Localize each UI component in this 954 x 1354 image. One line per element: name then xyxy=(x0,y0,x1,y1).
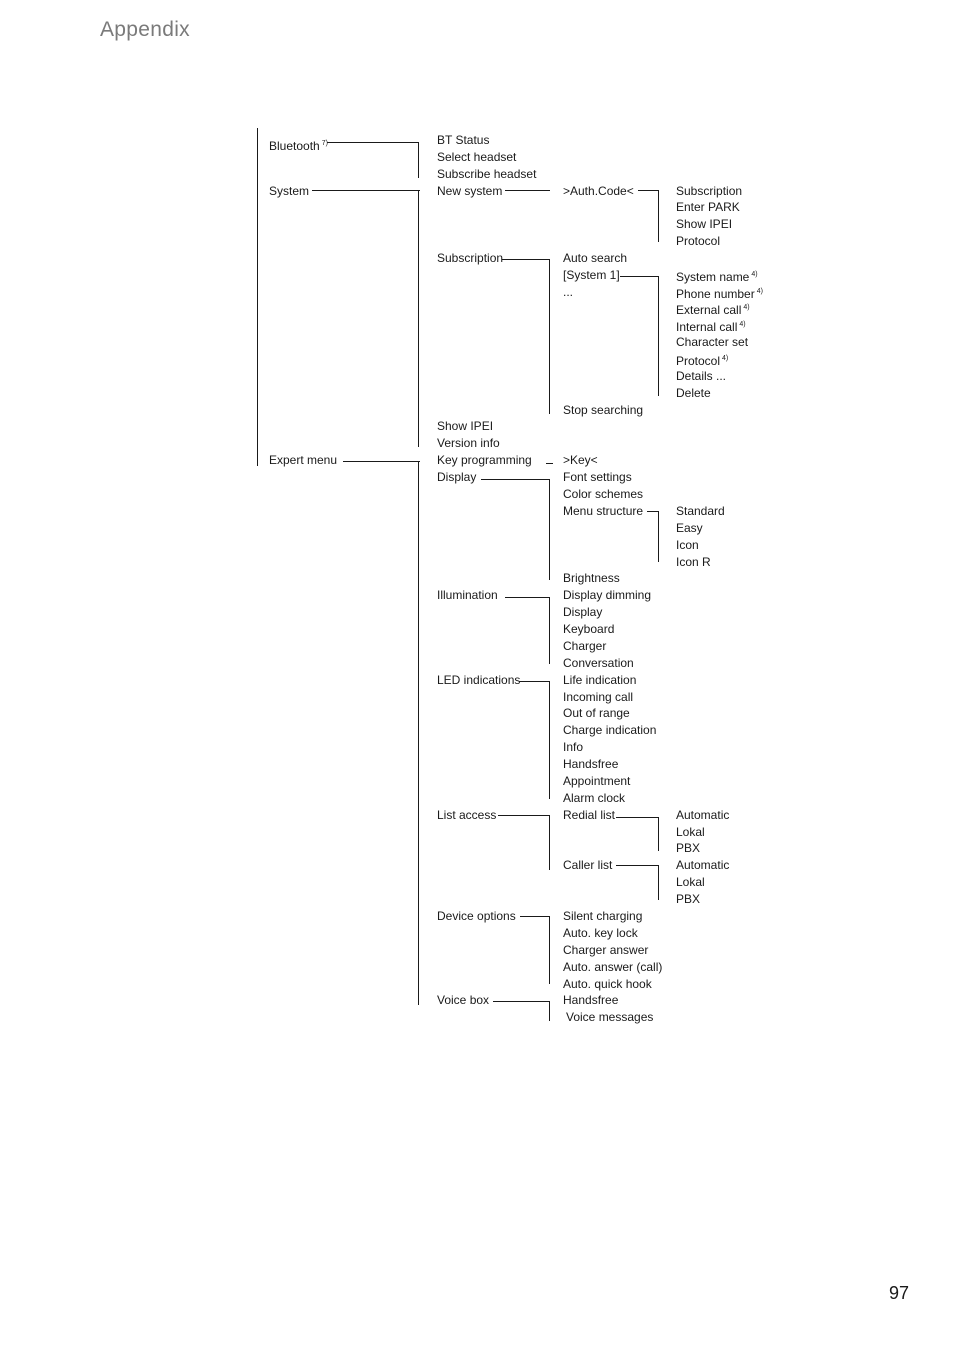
menu-item xyxy=(676,301,750,317)
menu-item: Protocol xyxy=(676,234,721,248)
tree-line xyxy=(549,259,550,414)
menu-item: Standard xyxy=(676,504,725,518)
menu-item: Display dimming xyxy=(563,588,652,602)
tree-line xyxy=(549,916,550,984)
menu-item-menu-structure: Menu structure xyxy=(563,504,644,518)
footnote-marker: 4) xyxy=(739,321,746,328)
menu-item: Charger xyxy=(563,639,607,653)
page-number: 97 xyxy=(889,1283,910,1303)
menu-item: Appointment xyxy=(563,774,631,788)
menu-item: PBX xyxy=(676,841,701,855)
menu-item: Keyboard xyxy=(563,622,615,636)
menu-item-stop-searching: Stop searching xyxy=(563,403,644,417)
tree-line xyxy=(343,461,420,462)
menu-item: Info xyxy=(563,740,584,754)
tree-line xyxy=(481,479,550,480)
footnote-marker: 4) xyxy=(751,271,758,278)
menu-item: Icon xyxy=(676,538,699,552)
tree-line xyxy=(658,276,659,396)
menu-item-label: Internal call xyxy=(676,320,738,334)
tree-line xyxy=(418,190,419,447)
menu-item: Handsfree xyxy=(563,757,619,771)
menu-item-label: Delete xyxy=(676,386,711,400)
menu-item: Charge indication xyxy=(563,723,657,737)
menu-item: Show IPEI xyxy=(676,217,733,231)
footnote-marker: 4) xyxy=(722,355,729,362)
menu-item xyxy=(676,335,748,349)
menu-item-illumination: Illumination xyxy=(437,588,498,602)
menu-item-label: Character set xyxy=(676,335,749,349)
menu-item: Brightness xyxy=(563,571,620,585)
menu-item-auto-search: Auto search xyxy=(563,251,628,265)
menu-item xyxy=(676,352,728,368)
tree-line xyxy=(418,142,419,178)
tree-line xyxy=(638,190,659,191)
menu-item-system: System xyxy=(269,184,310,198)
menu-item: Font settings xyxy=(563,470,632,484)
menu-item: Auto. key lock xyxy=(563,926,638,940)
menu-item: Automatic xyxy=(676,858,730,872)
tree-line xyxy=(549,1001,550,1021)
tree-line xyxy=(658,511,659,562)
menu-item-bluetooth xyxy=(269,137,328,153)
menu-item: Subscribe headset xyxy=(437,167,537,181)
menu-item: Incoming call xyxy=(563,690,634,704)
menu-item: Automatic xyxy=(676,808,730,822)
menu-item-label: System name xyxy=(676,270,750,284)
menu-item-ellipsis: ... xyxy=(563,285,574,299)
menu-item-new-system: New system xyxy=(437,184,503,198)
tree-line xyxy=(616,865,659,866)
menu-item-system-1: [System 1] xyxy=(563,268,620,282)
tree-line xyxy=(493,1001,550,1002)
footnote-marker: 7) xyxy=(321,140,328,147)
menu-item-label: Phone number xyxy=(676,287,755,301)
menu-item-subscription: Subscription xyxy=(437,251,504,265)
menu-item: Color schemes xyxy=(563,487,644,501)
menu-item: Handsfree xyxy=(563,993,619,1007)
tree-line xyxy=(616,817,659,818)
menu-item-label: External call xyxy=(676,303,742,317)
menu-item-list-access: List access xyxy=(437,808,497,822)
menu-item-expert-menu: Expert menu xyxy=(269,453,338,467)
menu-item: BT Status xyxy=(437,133,490,147)
menu-item: Select headset xyxy=(437,150,517,164)
tree-line xyxy=(418,461,419,1005)
menu-item: Lokal xyxy=(676,875,705,889)
menu-item xyxy=(676,318,746,334)
menu-item: Voice messages xyxy=(566,1010,654,1024)
menu-item: Display xyxy=(563,605,603,619)
menu-item-led-indications: LED indications xyxy=(437,673,521,687)
menu-item-label: Bluetooth xyxy=(269,139,320,153)
menu-item: PBX xyxy=(676,892,701,906)
menu-item xyxy=(676,386,711,400)
page-header-title: Appendix xyxy=(100,18,190,41)
menu-item-show-ipei: Show IPEI xyxy=(437,419,494,433)
menu-item xyxy=(676,369,726,383)
menu-item: Out of range xyxy=(563,706,630,720)
menu-item: Life indication xyxy=(563,673,637,687)
menu-item: Auto. answer (call) xyxy=(563,960,663,974)
menu-item: Silent charging xyxy=(563,909,643,923)
menu-item xyxy=(676,285,763,301)
tree-line xyxy=(505,597,550,598)
tree-line xyxy=(658,190,659,242)
menu-item-label: Protocol xyxy=(676,354,721,368)
menu-item-key-programming: Key programming xyxy=(437,453,532,467)
tree-line xyxy=(546,463,553,464)
tree-line xyxy=(312,190,420,191)
menu-item-voice-box: Voice box xyxy=(437,993,490,1007)
menu-item: Charger answer xyxy=(563,943,649,957)
tree-line xyxy=(549,681,550,799)
menu-item: Auto. quick hook xyxy=(563,977,652,991)
footnote-marker: 4) xyxy=(743,304,750,311)
tree-line xyxy=(658,817,659,851)
menu-item-label: Details ... xyxy=(676,369,727,383)
menu-item: Conversation xyxy=(563,656,634,670)
tree-line xyxy=(620,276,659,277)
tree-line xyxy=(505,190,550,191)
tree-line xyxy=(520,916,550,917)
menu-item-display: Display xyxy=(437,470,477,484)
tree-line xyxy=(498,815,550,816)
menu-item-auth-code: >Auth.Code< xyxy=(563,184,634,198)
menu-item: Alarm clock xyxy=(563,791,626,805)
menu-item-redial-list: Redial list xyxy=(563,808,616,822)
menu-item-device-options: Device options xyxy=(437,909,516,923)
menu-item: Easy xyxy=(676,521,703,535)
tree-line xyxy=(519,681,550,682)
menu-item: Subscription xyxy=(676,184,743,198)
tree-line xyxy=(327,142,419,143)
menu-item-version-info: Version info xyxy=(437,436,500,450)
tree-line xyxy=(549,815,550,870)
tree-line xyxy=(658,865,659,900)
menu-item: Icon R xyxy=(676,555,711,569)
tree-line xyxy=(257,128,258,466)
menu-item xyxy=(676,268,758,284)
footnote-marker: 4) xyxy=(756,288,763,295)
menu-item-caller-list: Caller list xyxy=(563,858,613,872)
menu-item: Enter PARK xyxy=(676,200,740,214)
tree-line xyxy=(502,259,550,260)
tree-line xyxy=(549,597,550,664)
tree-line xyxy=(549,479,550,580)
menu-item-key: >Key< xyxy=(563,453,598,467)
menu-item: Lokal xyxy=(676,825,705,839)
